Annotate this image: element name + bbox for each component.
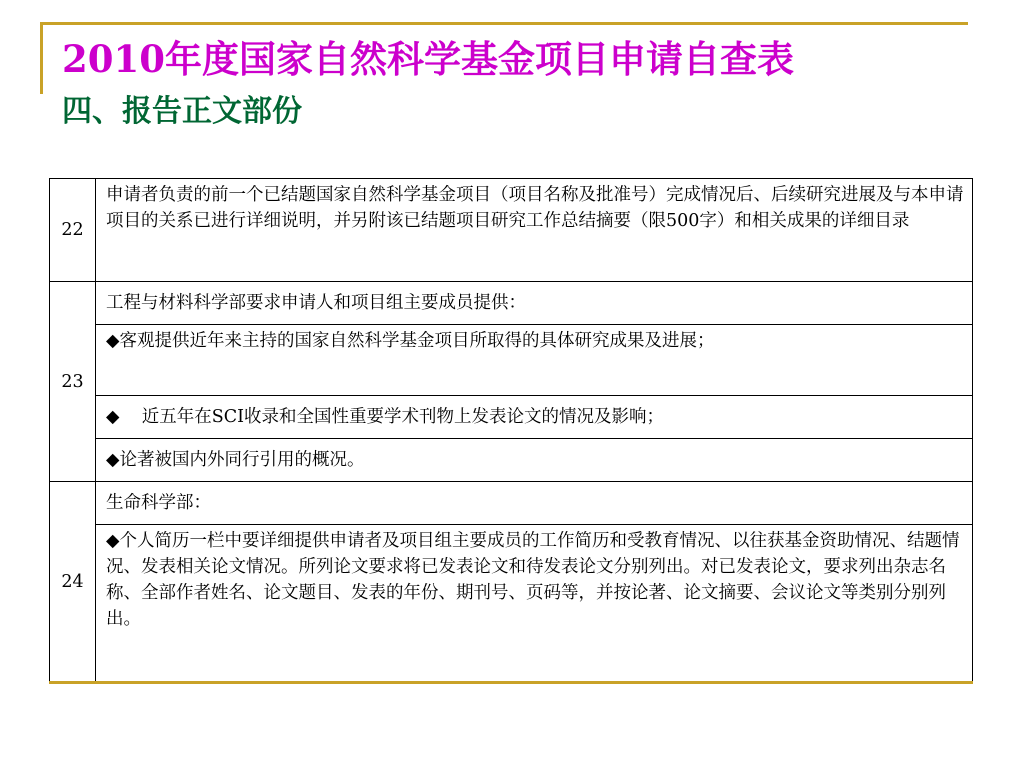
item-text: 工程与材料科学部要求申请人和项目组主要成员提供：	[96, 282, 973, 325]
item-number: 24	[50, 482, 96, 683]
item-text: ◆客观提供近年来主持的国家自然科学基金项目所取得的具体研究成果及进展；	[96, 325, 973, 396]
slide-title: 2010年度国家自然科学基金项目申请自查表	[62, 37, 794, 81]
item-number: 22	[50, 179, 96, 282]
accent-vertical-line	[40, 22, 43, 94]
item-text: 生命科学部：	[96, 482, 973, 525]
item-text: ◆论著被国内外同行引用的概况。	[96, 439, 973, 482]
slide-subtitle: 四、报告正文部份	[62, 94, 302, 129]
table-row	[50, 282, 973, 325]
item-text: ◆个人简历一栏中要详细提供申请者及项目组主要成员的工作简历和受教育情况、以往获基金资助情况、结题情况、发表相关论文情况。所列论文要求将已发表论文和待发表论文分别列出。对已发表论文，要求列出杂志名称、全部作者姓名、论文题目、发表的年份、期刊号、页码等，并按论著、论文摘要、会议论文等类别分别列出。	[96, 525, 973, 683]
table-row	[50, 325, 973, 396]
item-number: 23	[50, 282, 96, 482]
table-row	[50, 396, 973, 439]
table-row	[50, 482, 973, 525]
table-row	[50, 525, 973, 683]
item-text: ◆ 近五年在SCI收录和全国性重要学术刊物上发表论文的情况及影响；	[96, 396, 973, 439]
table-row	[50, 439, 973, 482]
item-text: 申请者负责的前一个已结题国家自然科学基金项目（项目名称及批准号）完成情况后、后续研究进展及与本申请项目的关系已进行详细说明，并另附该已结题项目研究工作总结摘要（限500字）和相关成果的详细目录	[96, 179, 973, 282]
accent-horizontal-line	[40, 22, 968, 25]
checklist-table	[49, 178, 973, 684]
table-row	[50, 179, 973, 282]
